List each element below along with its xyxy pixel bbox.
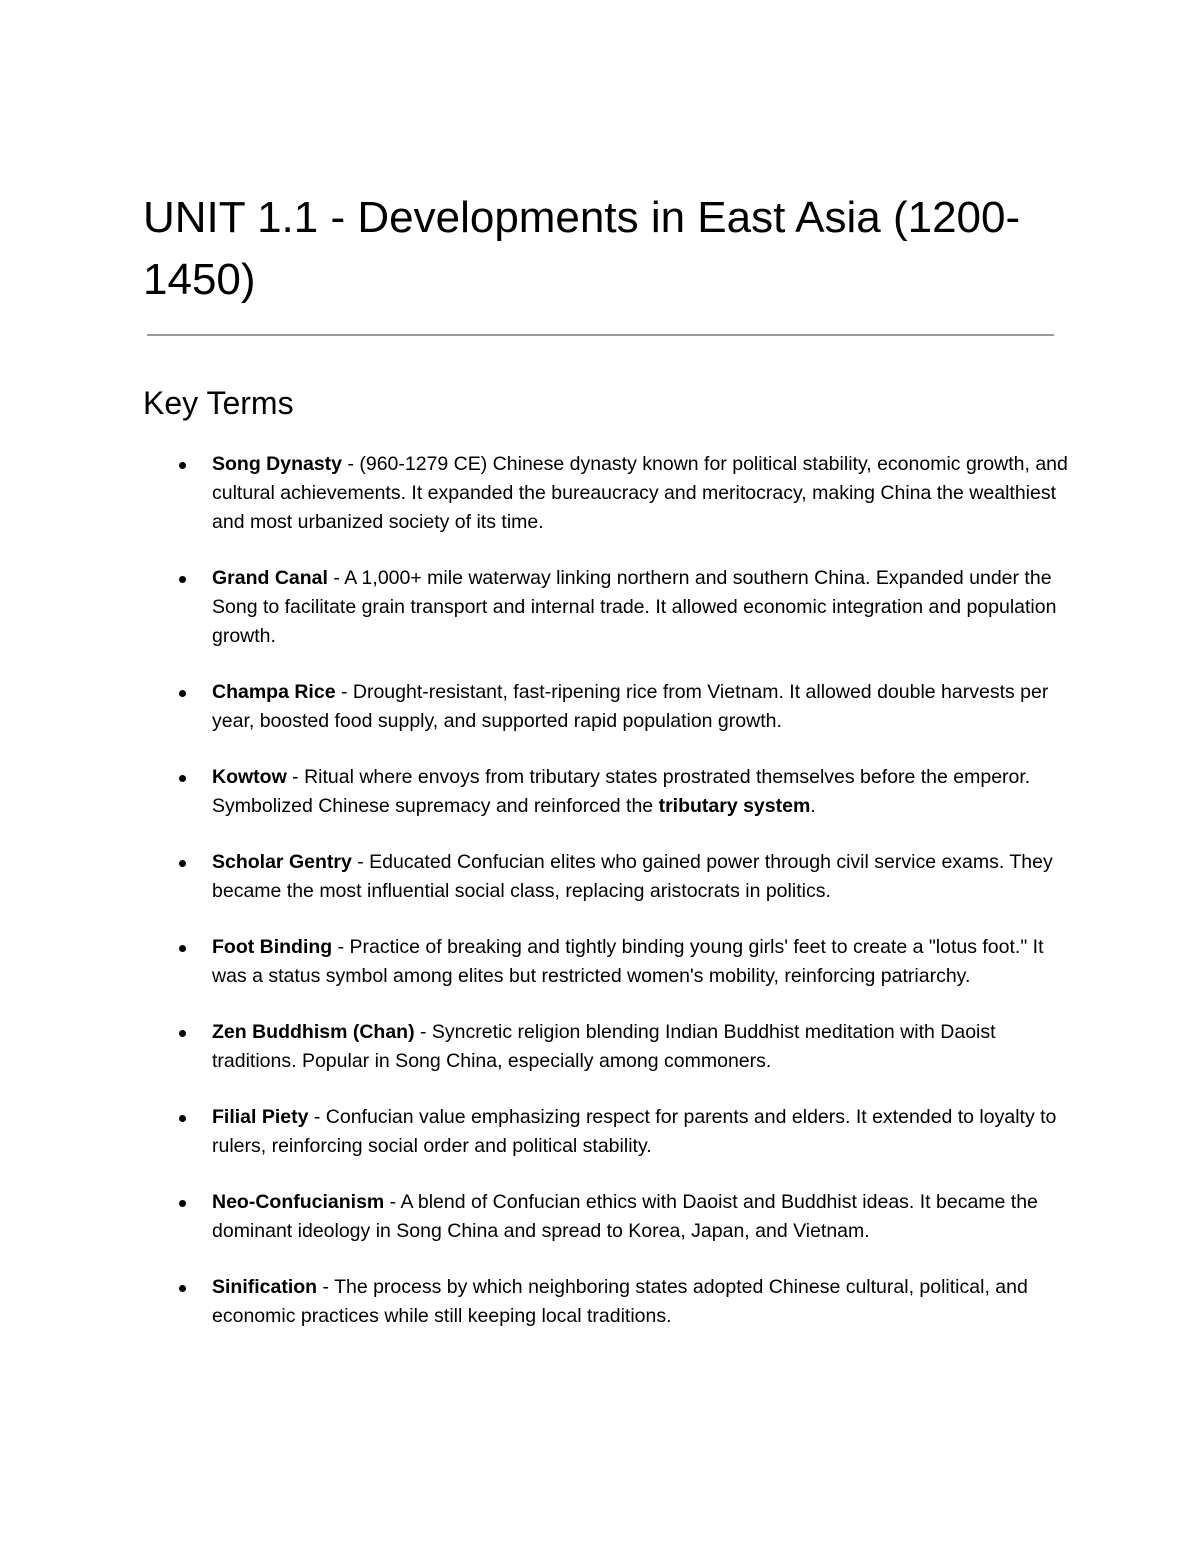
term-name: Foot Binding [212,936,333,958]
bullet-icon [179,462,186,469]
term-definition: - Ritual where envoys from tributary states prostrated themselves before the emperor. Symbolized Chinese supremacy and reinforced the [212,766,1031,817]
page-title: UNIT 1.1 - Developments in East Asia (1200-1450) [143,193,1021,304]
bullet-icon [179,945,186,952]
list-item [0,763,1072,821]
bullet-icon [179,690,186,697]
bullet-icon [179,1115,186,1122]
bullet-icon [179,1200,186,1207]
term-definition: - The process by which neighboring states adopted Chinese cultural, political, and economic practices while still keeping local traditions. [212,1276,1028,1327]
list-item [0,450,1072,537]
term-definition: - Syncretic religion blending Indian Buddhist meditation with Daoist traditions. Popular in Song China, especially among commoners. [212,1021,996,1072]
bullet-icon [179,860,186,867]
bullet-icon [179,775,186,782]
list-item [0,564,1072,651]
list-item [0,1273,1072,1331]
term-name: Filial Piety [212,1106,309,1128]
term-name: Sinification [212,1276,318,1298]
term-name: Grand Canal [212,567,328,589]
list-item [0,933,1072,991]
list-item [0,678,1072,736]
term-definition: - A 1,000+ mile waterway linking northern and southern China. Expanded under the Song to facilitate grain transport and internal trade. It allowed economic integration and population growth. [212,567,1057,647]
list-item [0,1103,1072,1161]
term-name: Neo-Confucianism [212,1191,385,1213]
term-name: Song Dynasty [212,453,343,475]
term-name: Zen Buddhism (Chan) [212,1021,415,1043]
list-item [0,848,1072,906]
bullet-icon [179,1285,186,1292]
bullet-icon [179,1030,186,1037]
term-definition: - A blend of Confucian ethics with Daoist and Buddhist ideas. It became the dominant ideology in Song China and spread to Korea, Japan, and Vietnam. [212,1191,1038,1242]
bullet-icon [179,576,186,583]
term-definition: - Educated Confucian elites who gained power through civil service exams. They became the most influential social class, replacing aristocrats in politics. [212,851,1053,902]
term-definition: - Confucian value emphasizing respect for parents and elders. It extended to loyalty to rulers, reinforcing social order and political stability. [212,1106,1057,1157]
term-definition: - Drought-resistant, fast-ripening rice from Vietnam. It allowed double harvests per year, boosted food supply, and supported rapid population growth. [212,681,1049,732]
term-definition-end: . [810,795,816,817]
term-name: Scholar Gentry [212,851,352,873]
term-emphasis: tributary system [658,795,811,817]
horizontal-divider [147,334,1054,336]
term-definition: - (960-1279 CE) Chinese dynasty known for political stability, economic growth, and cultural achievements. It expanded the bureaucracy and meritocracy, making China the wealthiest and most urbanized society of its time. [212,453,1068,533]
term-name: Champa Rice [212,681,336,703]
key-terms-list [0,450,1200,1358]
term-name: Kowtow [212,766,287,788]
term-definition: - Practice of breaking and tightly binding young girls' feet to create a "lotus foot." It was a status symbol among elites but restricted women's mobility, reinforcing patriarchy. [212,936,1044,987]
section-heading-key-terms: Key Terms [143,385,294,421]
list-item [0,1018,1072,1076]
list-item [0,1188,1072,1246]
